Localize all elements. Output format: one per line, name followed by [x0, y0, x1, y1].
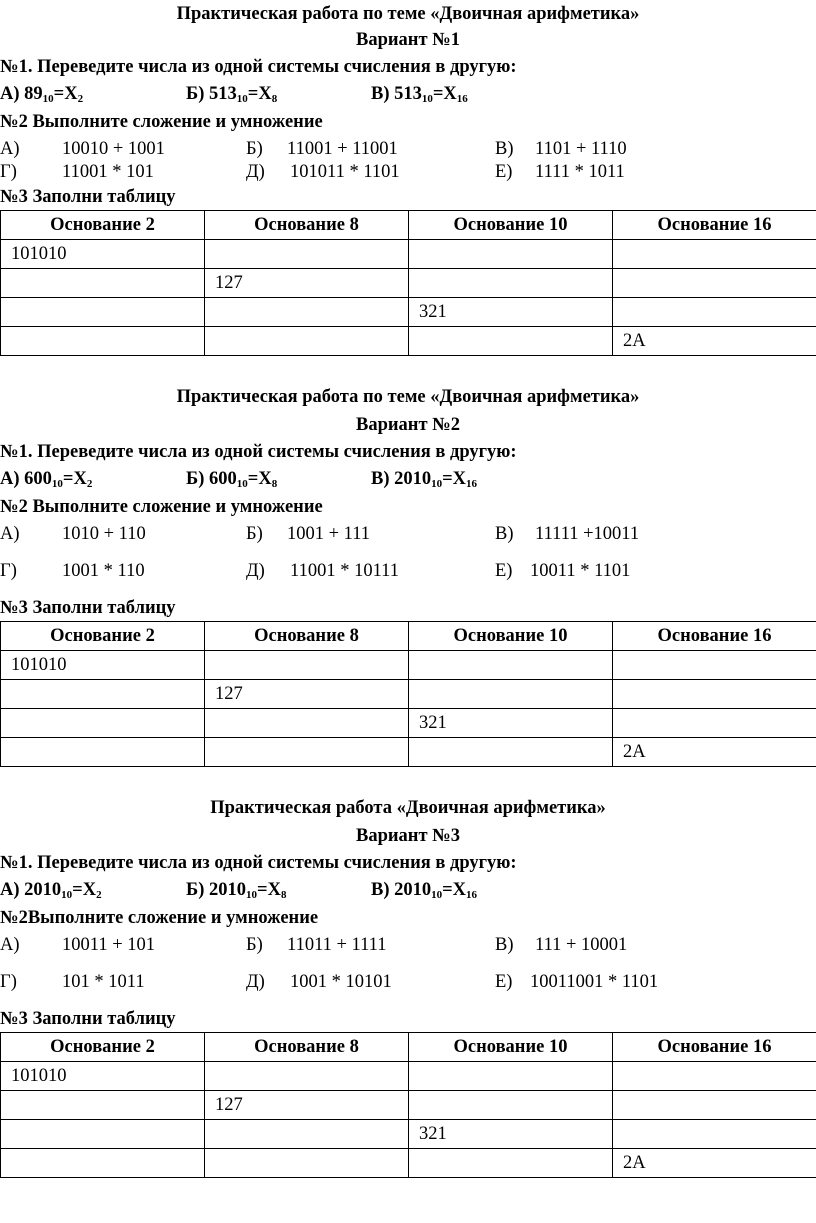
table-cell[interactable]: [613, 651, 816, 680]
task2-row: [0, 160, 816, 184]
table-cell[interactable]: 127: [205, 680, 409, 709]
task3-title: №3 Заполни таблицу: [0, 187, 176, 207]
table-cell[interactable]: [1, 680, 205, 709]
table-header: Основание 2: [1, 1033, 205, 1062]
conversion-table: [0, 621, 816, 767]
exercise-letter: Е): [495, 972, 513, 992]
table-cell[interactable]: 127: [205, 269, 409, 298]
task1-item-a: А) $89_{10}=X_2$: [0, 84, 84, 105]
exercise-letter: В): [495, 935, 514, 955]
table-cell[interactable]: [409, 738, 613, 767]
worksheet-title: Практическая работа по теме «Двоичная арифметика»: [176, 4, 640, 24]
table-cell[interactable]: [1, 1120, 205, 1149]
exercise-letter: Б): [246, 524, 263, 544]
task2-row: [0, 933, 816, 957]
table-cell[interactable]: [613, 680, 816, 709]
exercise-expression: 101 * 1011: [62, 972, 145, 992]
variant-label: Вариант №3: [356, 826, 460, 846]
table-cell[interactable]: [613, 240, 816, 269]
table-header: Основание 8: [205, 1033, 409, 1062]
exercise-expression: 11001 * 101: [62, 162, 154, 182]
exercise-expression: 1101 + 1110: [535, 139, 627, 159]
table-cell[interactable]: [205, 709, 409, 738]
table-cell[interactable]: [205, 240, 409, 269]
task2-title: №2Выполните сложение и умножение: [0, 908, 319, 928]
task1-items: [0, 878, 816, 902]
conversion-table: [0, 210, 816, 356]
task1-item-b: Б) $2010_{10}=X_8$: [186, 880, 287, 901]
exercise-letter: Е): [495, 561, 513, 581]
table-cell[interactable]: [409, 651, 613, 680]
exercise-expression: 1111 * 1011: [535, 162, 625, 182]
exercise-expression: 1010 + 110: [62, 524, 146, 544]
table-cell[interactable]: [409, 327, 613, 356]
task1-item-a: А) $2010_{10}=X_2$: [0, 880, 102, 901]
table-cell[interactable]: [1, 1149, 205, 1178]
task1-items: [0, 467, 816, 491]
table-cell[interactable]: [613, 1120, 816, 1149]
exercise-letter: А): [0, 524, 20, 544]
table-cell[interactable]: [409, 269, 613, 298]
task1-title: №1. Переведите числа из одной системы счисления в другую:: [0, 853, 517, 873]
table-cell[interactable]: [1, 1091, 205, 1120]
task3-title: №3 Заполни таблицу: [0, 598, 176, 618]
table-cell[interactable]: 127: [205, 1091, 409, 1120]
table-cell[interactable]: [1, 738, 205, 767]
exercise-expression: 10011 + 101: [62, 935, 155, 955]
task1-item-c: В) $513_{10}=X_{16}$: [371, 84, 468, 105]
table-cell[interactable]: [409, 1062, 613, 1091]
exercise-expression: 11111 +10011: [535, 524, 640, 544]
exercise-letter: Е): [495, 162, 513, 182]
exercise-letter: Б): [246, 139, 263, 159]
exercise-expression: 11001 + 11001: [287, 139, 398, 159]
exercise-expression: 10011001 * 1101: [530, 972, 659, 992]
exercise-letter: Г): [0, 972, 17, 992]
table-cell[interactable]: [409, 240, 613, 269]
exercise-letter: Д): [246, 162, 265, 182]
table-cell[interactable]: [205, 1149, 409, 1178]
table-header: Основание 2: [1, 622, 205, 651]
table-cell[interactable]: [613, 298, 816, 327]
task1-item-a: А) $600_{10}=X_2$: [0, 469, 93, 490]
table-header: Основание 10: [409, 622, 613, 651]
exercise-letter: Д): [246, 561, 265, 581]
table-cell[interactable]: [409, 1091, 613, 1120]
table-cell[interactable]: 321: [409, 709, 613, 738]
task1-item-c: В) $2010_{10}=X_{16}$: [371, 469, 478, 490]
table-cell[interactable]: 2A: [613, 1149, 816, 1178]
task1-title: №1. Переведите числа из одной системы счисления в другую:: [0, 57, 517, 77]
table-cell[interactable]: [205, 738, 409, 767]
table-cell[interactable]: 101010: [1, 651, 205, 680]
task1-items: [0, 82, 816, 106]
task2-row: [0, 137, 816, 161]
conversion-table: [0, 1032, 816, 1178]
exercise-expression: 111 + 10001: [535, 935, 628, 955]
exercise-expression: 101011 * 1101: [290, 162, 400, 182]
task2-row: [0, 970, 816, 994]
task3-title: №3 Заполни таблицу: [0, 1009, 176, 1029]
exercise-expression: 11001 * 10111: [290, 561, 399, 581]
task2-title: №2 Выполните сложение и умножение: [0, 497, 323, 517]
table-header: Основание 16: [613, 1033, 816, 1062]
worksheet-title: Практическая работа «Двоичная арифметика»: [210, 798, 606, 818]
exercise-expression: 11011 + 1111: [287, 935, 387, 955]
exercise-letter: А): [0, 139, 20, 159]
table-cell[interactable]: 101010: [1, 1062, 205, 1091]
exercise-letter: Б): [246, 935, 263, 955]
table-cell[interactable]: 321: [409, 1120, 613, 1149]
table-cell[interactable]: [1, 269, 205, 298]
exercise-expression: 10011 * 1101: [530, 561, 631, 581]
worksheet-title: Практическая работа по теме «Двоичная арифметика»: [176, 387, 640, 407]
table-header: Основание 8: [205, 622, 409, 651]
exercise-expression: 1001 * 10101: [290, 972, 392, 992]
exercise-letter: Г): [0, 162, 17, 182]
table-cell[interactable]: [1, 298, 205, 327]
table-cell[interactable]: [205, 298, 409, 327]
exercise-letter: В): [495, 139, 514, 159]
table-cell[interactable]: [409, 1149, 613, 1178]
task2-row: [0, 559, 816, 583]
table-cell[interactable]: [613, 709, 816, 738]
table-cell[interactable]: 2A: [613, 327, 816, 356]
table-cell[interactable]: 321: [409, 298, 613, 327]
exercise-letter: Г): [0, 561, 17, 581]
exercise-letter: В): [495, 524, 514, 544]
exercise-expression: 10010 + 1001: [62, 139, 165, 159]
exercise-expression: 1001 + 111: [287, 524, 371, 544]
task1-item-b: Б) $513_{10}=X_8$: [186, 84, 278, 105]
variant-label: Вариант №2: [356, 415, 460, 435]
table-header: Основание 16: [613, 211, 816, 240]
table-cell[interactable]: [1, 327, 205, 356]
table-header: Основание 10: [409, 1033, 613, 1062]
table-cell[interactable]: [1, 709, 205, 738]
table-header: Основание 16: [613, 622, 816, 651]
table-cell[interactable]: [205, 327, 409, 356]
task1-title: №1. Переведите числа из одной системы счисления в другую:: [0, 442, 517, 462]
table-cell[interactable]: [613, 1091, 816, 1120]
table-cell[interactable]: [205, 651, 409, 680]
table-header: Основание 2: [1, 211, 205, 240]
table-cell[interactable]: 2A: [613, 738, 816, 767]
task1-item-b: Б) $600_{10}=X_8$: [186, 469, 278, 490]
task1-item-c: В) $2010_{10}=X_{16}$: [371, 880, 478, 901]
exercise-expression: 1001 * 110: [62, 561, 145, 581]
table-cell[interactable]: [205, 1062, 409, 1091]
table-cell[interactable]: [205, 1120, 409, 1149]
table-cell[interactable]: [613, 1062, 816, 1091]
exercise-letter: А): [0, 935, 20, 955]
table-header: Основание 8: [205, 211, 409, 240]
variant-label: Вариант №1: [356, 30, 460, 50]
task2-row: [0, 522, 816, 546]
exercise-letter: Д): [246, 972, 265, 992]
table-cell[interactable]: [613, 269, 816, 298]
table-cell[interactable]: [409, 680, 613, 709]
table-cell[interactable]: 101010: [1, 240, 205, 269]
task2-title: №2 Выполните сложение и умножение: [0, 112, 323, 132]
table-header: Основание 10: [409, 211, 613, 240]
